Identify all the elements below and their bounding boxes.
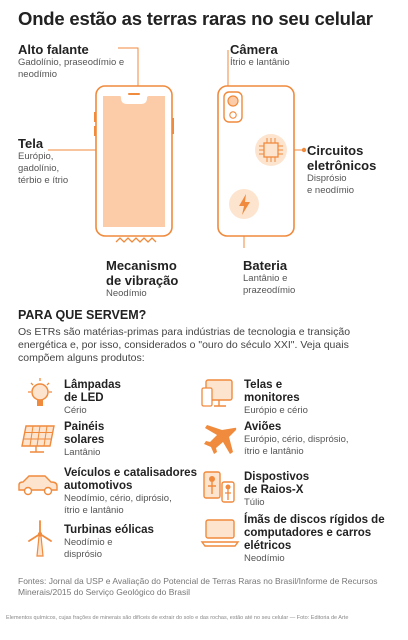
speaker-label: [18, 42, 128, 81]
camera-icon: [228, 96, 238, 106]
screen-label: [18, 136, 68, 187]
vibration-icon: [116, 238, 156, 242]
photo-caption: Elementos químicos, cujas frações de minerais são difíceis de extrair do solo e das rochas, estão até no seu celular — Foto: Editoria de Arte: [6, 615, 349, 621]
product-name-line: automotivos: [64, 480, 133, 492]
product-name-line: de Raios-X: [244, 484, 304, 496]
screen-elements-line: térbio e ítrio: [18, 175, 69, 186]
wind-turbine-icon: [20, 518, 60, 558]
xray-icon: [200, 468, 240, 508]
product-elements-line: Európio, cério, disprósio,: [244, 434, 349, 445]
speaker-elements: Gadolínio, praseodímio e neodímio: [18, 57, 125, 80]
product-elements-line: disprósio: [64, 549, 103, 560]
vibration-name-line: de vibração: [106, 273, 179, 288]
product-magnets: [244, 514, 385, 565]
product-name-line: Veículos e catalisadores: [64, 467, 197, 479]
circuits-name-line: eletrônicos: [307, 158, 377, 173]
battery-elements-line: prazeodímio: [243, 285, 296, 296]
battery-icon: [229, 189, 259, 219]
product-elements: Cério: [64, 405, 87, 416]
car-icon: [16, 470, 60, 498]
camera-elements: Ítrio e lantânio: [230, 57, 290, 68]
product-name-line: solares: [64, 434, 105, 446]
product-elements: Túlio: [244, 497, 265, 508]
battery-label: [243, 258, 295, 297]
product-name: Aviões: [244, 421, 282, 433]
product-name-line: de LED: [64, 392, 104, 404]
product-elements-line: ítrio e lantânio: [64, 505, 124, 516]
product-elements: Lantânio: [64, 447, 101, 458]
product-name-line: Dispostivos: [244, 471, 310, 483]
chip-icon: [255, 134, 287, 166]
product-name-line: computadores e carros: [244, 527, 372, 539]
product-name-line: Telas e: [244, 379, 283, 391]
circuits-name-line: Circuitos: [307, 143, 364, 158]
phone-front: [94, 86, 174, 236]
vibration-elements: Neodímio: [106, 288, 147, 299]
screen-name: Tela: [18, 136, 44, 151]
product-xray: [244, 471, 309, 509]
speaker-name: Alto falante: [18, 42, 89, 57]
uses-intro: Os ETRs são matérias-primas para indústrias de tecnologia e transição energética e, por isso, considerados o "ouro do século XXI". Veja quais compõem alguns produtos:: [18, 326, 351, 364]
product-turbines: [64, 524, 154, 561]
laptop-icon: [200, 516, 240, 550]
battery-name: Bateria: [243, 258, 288, 273]
circuits-elements-line: Disprósio: [307, 173, 347, 184]
sources-note: Fontes: Jornal da USP e Avaliação do Potencial de Terras Raras no Brasil/Informe de Recursos Minerais/2015 do Serviço Geológico do Brasil: [18, 576, 378, 597]
product-name: Turbinas eólicas: [64, 524, 154, 536]
lightbulb-icon: [20, 374, 60, 414]
product-name-line: elétricos: [244, 540, 292, 552]
product-vehicles: [64, 467, 197, 517]
screen-elements-line: gadolínio,: [18, 163, 60, 174]
product-planes: [244, 421, 349, 458]
uses-section-title: PARA QUE SERVEM?: [18, 308, 147, 322]
circuits-elements-line: e neodímio: [307, 185, 355, 196]
circuits-label: [307, 143, 376, 197]
product-solar: [64, 421, 104, 459]
product-elements-line: Neodímio e: [64, 537, 113, 548]
airplane-icon: [200, 422, 240, 458]
product-elements: Neodímio: [244, 553, 285, 564]
product-name-line: Painéis: [64, 421, 105, 433]
product-name-line: Ímãs de discos rígidos de: [244, 514, 385, 526]
camera-name: Câmera: [230, 42, 278, 57]
monitor-icon: [200, 376, 240, 412]
product-name-line: monitores: [244, 392, 300, 404]
camera-label: [230, 42, 290, 69]
page-title: Onde estão as terras raras no seu celular: [18, 8, 373, 29]
vibration-label: [106, 258, 178, 300]
battery-elements-line: Lantânio e: [243, 273, 288, 284]
product-elements-line: Neodímio, cério, diprósio,: [64, 493, 172, 504]
screen-elements-line: Európio,: [18, 151, 54, 162]
vibration-name-line: Mecanismo: [106, 258, 177, 273]
product-monitors: [244, 379, 308, 417]
product-led: [64, 379, 121, 417]
solar-panel-icon: [18, 420, 60, 454]
product-elements: Európio e cério: [244, 405, 308, 416]
product-name-line: Lâmpadas: [64, 379, 121, 391]
product-elements-line: ítrio e lantânio: [244, 446, 304, 457]
